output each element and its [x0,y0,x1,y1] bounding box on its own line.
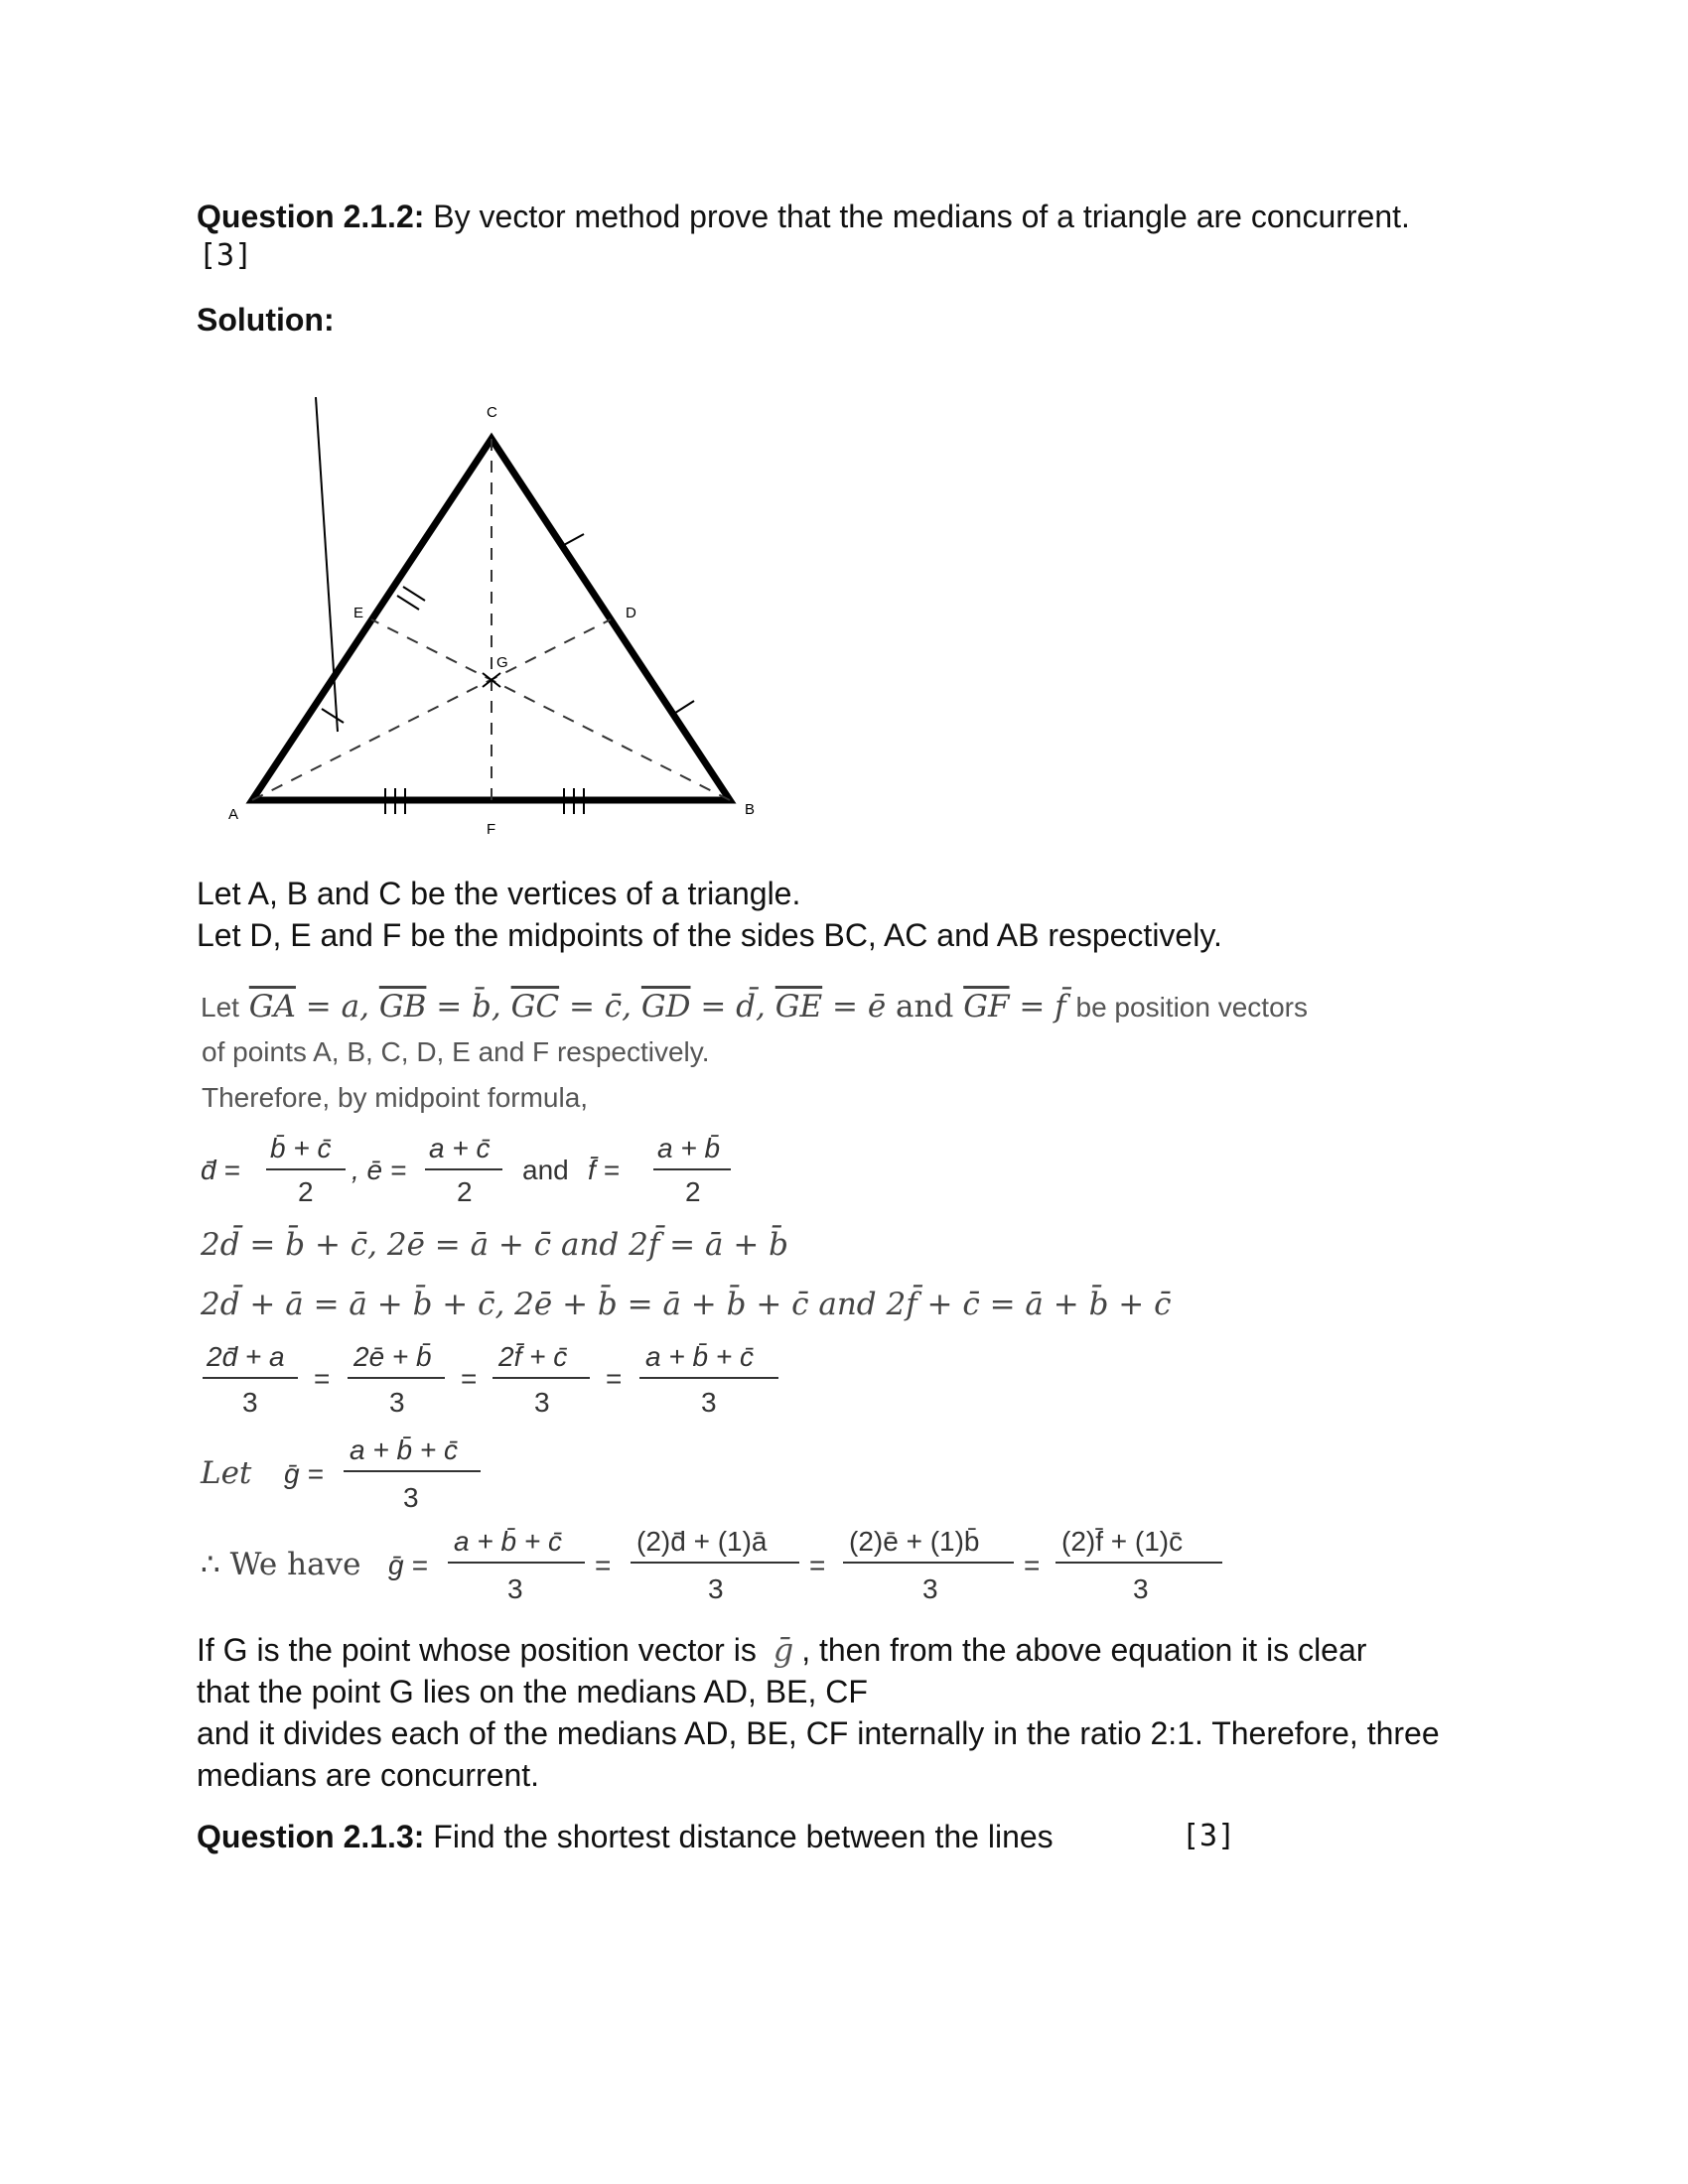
label-d: D [626,605,636,621]
of-points-line: of points A, B, C, D, E and F respectively. [202,1036,710,1067]
svg-text:=: = [606,1363,623,1394]
svg-text:2f̄ + c̄: 2f̄ + c̄ [498,1341,568,1372]
label-e: E [353,605,364,621]
svg-text:3: 3 [708,1573,724,1604]
equation-sum: 2d̄ + ā = ā + b̄ + c̄, 2ē + b̄ = ā + b̄ + c̄ and 2f̄ + c̄ = ā + b̄ + c̄ [201,1287,1172,1322]
midpoint-formula-line: Therefore, by midpoint formula, [202,1082,589,1113]
triangle-medians-diagram [218,397,774,844]
svg-text:=: = [809,1550,826,1580]
question-2-1-3 [197,1815,1190,1858]
svg-text:and: and [522,1155,569,1185]
para-vertices: Let A, B and C be the vertices of a triangle. [197,876,801,911]
we-have-word: ∴ We have [201,1547,361,1582]
question-text: Find the shortest distance between the lines [424,1819,1054,1854]
svg-text:=: = [314,1363,331,1394]
label-g: G [496,654,508,671]
equation-midpoints [199,1128,755,1207]
svg-text:a + c̄: a + c̄ [429,1133,491,1163]
svg-text:2d̄ + a: 2d̄ + a [207,1341,285,1372]
conclusion-line-3: and it divides each of the medians AD, BE, CF internally in the ratio 2:1. Therefore, three [197,1715,1440,1751]
svg-text:f̄ =: f̄ = [588,1155,620,1185]
question-2-1-2 [197,195,1587,238]
median-lines [252,439,730,800]
svg-text:a + b̄ + c̄: a + b̄ + c̄ [645,1341,754,1372]
label-b: B [745,801,756,818]
conclusion-line-1: If G is the point whose position vector is ḡ , then from the above equation it is clear [197,1631,1367,1669]
svg-text:(2)d̄ + (1)ā: (2)d̄ + (1)ā [636,1526,768,1557]
let-word: Let [201,992,239,1023]
equation-we-have [382,1521,1236,1604]
svg-text:(2)ē + (1)b̄: (2)ē + (1)b̄ [849,1526,980,1557]
question-marks: [3] [1182,1819,1236,1853]
svg-text:2: 2 [685,1176,701,1207]
svg-text:=: = [1024,1550,1041,1580]
equation-equal-fractions [199,1336,794,1420]
vectors-definition: $\overline{GA} = a$, $\overline{GB}$ = b̄, $\overline{GC}$ = c̄, $\overline{GD}$ = d̄, $\overline{GE}$ = ē [248,989,887,1024]
svg-text:3: 3 [389,1387,405,1418]
position-vectors-text: be position vectors [1075,992,1308,1023]
and-word: and [896,989,954,1024]
svg-text:=: = [595,1550,612,1580]
g-vector-symbol: ḡ [773,1631,794,1669]
svg-text:2ē + b̄: 2ē + b̄ [353,1341,432,1372]
svg-text:3: 3 [1133,1573,1149,1604]
solution-label: Solution: [197,302,335,338]
question-label: Question 2.1.2: [197,199,425,234]
svg-text:a + b̄: a + b̄ [657,1133,721,1163]
question-text: By vector method prove that the medians of a triangle are concurrent. [424,199,1410,234]
equation-double: 2d̄ = b̄ + c̄, 2ē = ā + c̄ and 2f̄ = ā + b̄ [201,1227,789,1263]
svg-text:3: 3 [403,1482,419,1513]
svg-text:2: 2 [298,1176,314,1207]
svg-text:a + b̄ + c̄: a + b̄ + c̄ [350,1434,458,1465]
svg-text:(2)f̄ + (1)c̄: (2)f̄ + (1)c̄ [1061,1526,1184,1557]
svg-text:ḡ =: ḡ = [388,1550,428,1580]
equation-let-g [278,1430,496,1513]
median-be [371,619,730,800]
median-ad [252,619,611,800]
svg-text:3: 3 [534,1387,550,1418]
svg-text:3: 3 [701,1387,717,1418]
svg-text:ḡ =: ḡ = [284,1458,324,1489]
let-g-word: Let [201,1455,252,1491]
svg-text:a + b̄ + c̄: a + b̄ + c̄ [454,1526,562,1557]
svg-text:d̄ =: d̄ = [201,1155,240,1185]
svg-text:=: = [461,1363,478,1394]
svg-text:b̄ + c̄: b̄ + c̄ [270,1133,332,1163]
svg-text:3: 3 [922,1573,938,1604]
svg-text:3: 3 [242,1387,258,1418]
label-a: A [228,806,239,823]
conclusion-line-2: that the point G lies on the medians AD, BE, CF [197,1674,868,1709]
svg-text:3: 3 [507,1573,523,1604]
svg-text:, ē =: , ē = [352,1155,407,1185]
svg-text:2: 2 [457,1176,473,1207]
position-vectors-line: Let $\overline{GA} = a$, $\overline{GB}$ = b̄, $\overline{GC}$ = c̄, $\overline{GD}$ = d̄, $\overline{GE}$ = ē and $\overline{GF}$ = f̄ be position vectors [201,989,1308,1024]
label-f: F [487,821,496,838]
question-label: Question 2.1.3: [197,1819,425,1854]
conclusion-line-4: medians are concurrent. [197,1757,540,1793]
label-c: C [487,404,497,421]
para-midpoints: Let D, E and F be the midpoints of the sides BC, AC and AB respectively. [197,917,1222,953]
question-marks: [3] [199,238,253,273]
